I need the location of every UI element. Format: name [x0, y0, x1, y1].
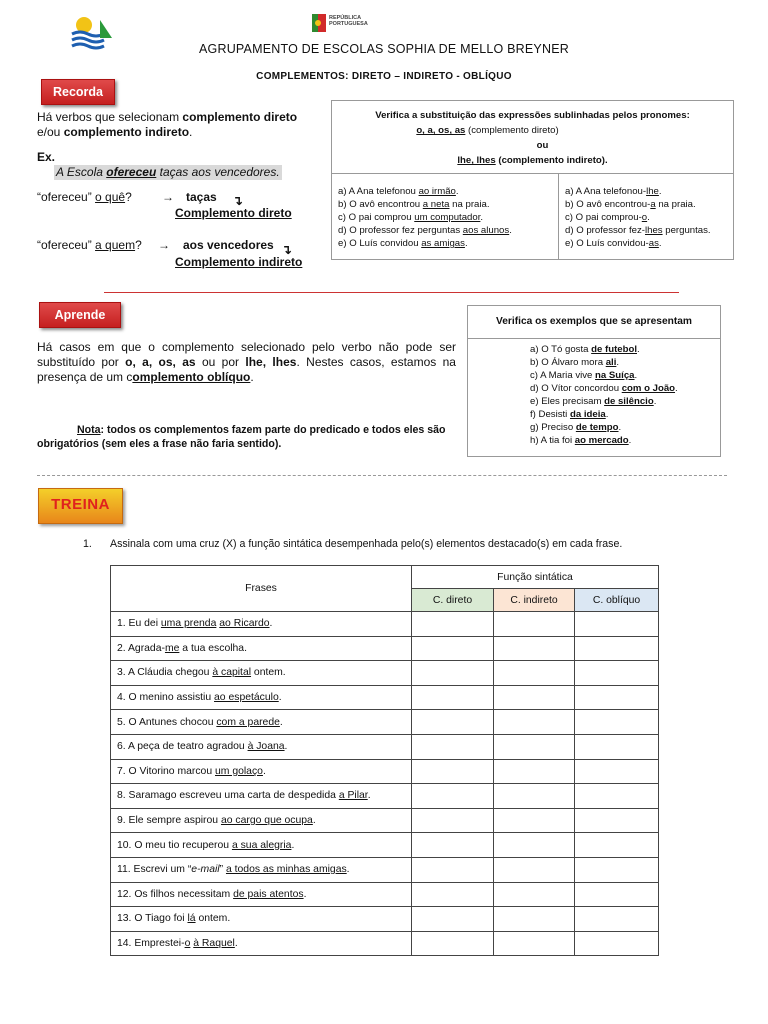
verifica-substitution-box — [331, 100, 734, 260]
checkbox-direto[interactable] — [412, 636, 494, 661]
checkbox-direto[interactable] — [412, 833, 494, 858]
nota: Nota: todos os complementos fazem parte do predicado e todos eles são obrigatórios (sem eles a frase não faria sentido). — [37, 424, 446, 450]
checkbox-obliquo[interactable] — [575, 857, 659, 882]
aprende-paragraph: Há casos em que o complemento selecionado pelo verbo não pode ser substituído por o, a, os, as ou por lhe, lhes. Nestes casos, estamos na presença de um complemento oblíquo. — [37, 340, 456, 384]
checkbox-direto[interactable] — [412, 710, 494, 735]
checkbox-direto[interactable] — [412, 612, 494, 637]
list-item: g) Preciso de tempo. — [530, 422, 622, 433]
arrow-icon: → — [162, 190, 174, 204]
checkbox-obliquo[interactable] — [575, 784, 659, 809]
sentence-cell: 11. Escrevi um “e-mail” a todos as minhas amigas. — [111, 857, 412, 882]
col-header-funcao: Função sintática — [412, 566, 659, 589]
checkbox-indireto[interactable] — [494, 685, 575, 710]
table-row — [111, 685, 659, 710]
table-row — [111, 612, 659, 637]
dashed-divider — [37, 475, 727, 476]
checkbox-indireto[interactable] — [494, 931, 575, 956]
recorda-intro: Há verbos que selecionam complemento direto e/ou complemento indireto. — [37, 110, 298, 139]
bend-arrow-icon: ↴ — [281, 242, 292, 257]
table-row — [111, 661, 659, 686]
list-item: b) O avô encontrou a neta na praia. — [338, 199, 490, 210]
list-item: c) O pai comprou um computador. — [338, 212, 484, 223]
oblique-examples-list — [530, 343, 678, 447]
verifica-examples-title: Verifica os exemplos que se apresentam — [496, 316, 692, 327]
list-item: e) O Luís convidou-as. — [565, 238, 662, 249]
checkbox-indireto[interactable] — [494, 808, 575, 833]
checkbox-direto[interactable] — [412, 907, 494, 932]
col-header-obliquo: C. oblíquo — [575, 589, 659, 612]
table-row — [111, 710, 659, 735]
checkbox-indireto[interactable] — [494, 612, 575, 637]
list-item: f) Desisti da ideia. — [530, 409, 609, 420]
checkbox-obliquo[interactable] — [575, 759, 659, 784]
answer-indirect: aos vencedores — [183, 238, 274, 252]
list-item: e) Eles precisam de silêncio. — [530, 396, 657, 407]
exercise-number: 1. — [83, 538, 92, 550]
pronouns-indirect: lhe, lhes (complemento indireto). — [457, 155, 608, 166]
list-item: c) A Maria vive na Suíça. — [530, 370, 638, 381]
col-header-direto: C. direto — [412, 589, 494, 612]
checkbox-indireto[interactable] — [494, 784, 575, 809]
list-item: a) A Ana telefonou ao irmão. — [338, 186, 459, 197]
verifica-examples-box — [467, 305, 721, 457]
sentence-cell: 4. O menino assistiu ao espetáculo. — [111, 685, 412, 710]
checkbox-obliquo[interactable] — [575, 636, 659, 661]
col-header-indireto: C. indireto — [494, 589, 575, 612]
sentence-cell: 1. Eu dei uma prenda ao Ricardo. — [111, 612, 412, 637]
sentence-cell: 9. Ele sempre aspirou ao cargo que ocupa. — [111, 808, 412, 833]
checkbox-indireto[interactable] — [494, 882, 575, 907]
table-row — [111, 857, 659, 882]
gov-logo-text-1: REPÚBLICA — [329, 15, 362, 21]
exercise-instruction: Assinala com uma cruz (X) a função sintática desempenhada pelo(s) elementos destacado(s) em cada frase. — [110, 538, 623, 550]
list-item: d) O professor fez perguntas aos alunos. — [338, 225, 512, 236]
sentence-cell: 3. A Cláudia chegou à capital ontem. — [111, 661, 412, 686]
checkbox-obliquo[interactable] — [575, 882, 659, 907]
checkbox-indireto[interactable] — [494, 759, 575, 784]
table-row — [111, 907, 659, 932]
checkbox-obliquo[interactable] — [575, 907, 659, 932]
table-row — [111, 931, 659, 956]
checkbox-indireto[interactable] — [494, 636, 575, 661]
page-title: COMPLEMENTOS: DIRETO – INDIRETO - OBLÍQUO — [256, 71, 512, 82]
example-sentence: A Escola ofereceu taças aos vencedores. — [56, 165, 280, 179]
example-label: Ex. — [37, 150, 56, 164]
gov-logo-text-2: PORTUGUESA — [329, 21, 368, 27]
checkbox-direto[interactable] — [412, 931, 494, 956]
sentence-cell: 5. O Antunes chocou com a parede. — [111, 710, 412, 735]
sentence-cell: 8. Saramago escreveu uma carta de despedida a Pilar. — [111, 784, 412, 809]
list-item: b) O avô encontrou-a na praia. — [565, 199, 696, 210]
list-item: d) O professor fez-lhes perguntas. — [565, 225, 711, 236]
aprende-label: Aprende — [39, 302, 121, 328]
checkbox-indireto[interactable] — [494, 661, 575, 686]
checkbox-direto[interactable] — [412, 661, 494, 686]
table-row — [111, 636, 659, 661]
checkbox-indireto[interactable] — [494, 907, 575, 932]
table-row — [111, 808, 659, 833]
pronouns-direct: o, a, os, as (complemento direto) — [416, 125, 559, 136]
examples-substituted-list — [565, 185, 711, 250]
checkbox-obliquo[interactable] — [575, 685, 659, 710]
checkbox-indireto[interactable] — [494, 734, 575, 759]
table-row — [111, 734, 659, 759]
gov-logo — [312, 14, 372, 36]
checkbox-obliquo[interactable] — [575, 833, 659, 858]
section-divider — [104, 292, 679, 293]
checkbox-direto[interactable] — [412, 808, 494, 833]
list-item: b) O Álvaro mora ali. — [530, 357, 620, 368]
col-header-frases: Frases — [111, 566, 412, 612]
sentence-cell: 14. Emprestei-o à Raquel. — [111, 931, 412, 956]
sentence-cell: 13. O Tiago foi lá ontem. — [111, 907, 412, 932]
function-direct: Complemento direto — [175, 206, 292, 220]
question-direct: “ofereceu” o quê? — [37, 190, 132, 204]
treina-label: TREINA — [38, 488, 123, 524]
question-indirect: “ofereceu” a quem? — [37, 238, 142, 252]
checkbox-obliquo[interactable] — [575, 612, 659, 637]
list-item: e) O Luís convidou as amigas. — [338, 238, 468, 249]
checkbox-direto[interactable] — [412, 784, 494, 809]
exercise-table — [110, 565, 659, 956]
sentence-cell: 12. Os filhos necessitam de pais atentos. — [111, 882, 412, 907]
table-row — [111, 784, 659, 809]
examples-original-list — [338, 185, 512, 250]
sentence-cell: 6. A peça de teatro agradou à Joana. — [111, 734, 412, 759]
bend-arrow-icon: ↴ — [232, 193, 243, 208]
list-item: a) A Ana telefonou-lhe. — [565, 186, 662, 197]
checkbox-obliquo[interactable] — [575, 931, 659, 956]
list-item: h) A tia foi ao mercado. — [530, 435, 632, 446]
checkbox-obliquo[interactable] — [575, 808, 659, 833]
function-indirect: Complemento indireto — [175, 255, 303, 269]
table-row — [111, 882, 659, 907]
school-name: AGRUPAMENTO DE ESCOLAS SOPHIA DE MELLO BREYNER — [199, 42, 569, 56]
checkbox-direto[interactable] — [412, 734, 494, 759]
pronouns-or: ou — [536, 140, 549, 151]
list-item: c) O pai comprou-o. — [565, 212, 650, 223]
arrow-icon: → — [158, 238, 170, 252]
checkbox-indireto[interactable] — [494, 857, 575, 882]
sentence-cell: 2. Agrada-me a tua escolha. — [111, 636, 412, 661]
answer-direct: taças — [186, 190, 217, 204]
checkbox-direto[interactable] — [412, 882, 494, 907]
table-row — [111, 759, 659, 784]
checkbox-obliquo[interactable] — [575, 710, 659, 735]
checkbox-direto[interactable] — [412, 759, 494, 784]
checkbox-indireto[interactable] — [494, 833, 575, 858]
list-item: a) O Tó gosta de futebol. — [530, 344, 640, 355]
recorda-label: Recorda — [41, 79, 115, 105]
checkbox-direto[interactable] — [412, 857, 494, 882]
table-row — [111, 833, 659, 858]
checkbox-obliquo[interactable] — [575, 661, 659, 686]
checkbox-direto[interactable] — [412, 685, 494, 710]
list-item: d) O Vítor concordou com o João. — [530, 383, 678, 394]
checkbox-indireto[interactable] — [494, 710, 575, 735]
checkbox-obliquo[interactable] — [575, 734, 659, 759]
sentence-cell: 7. O Vitorino marcou um golaço. — [111, 759, 412, 784]
sentence-cell: 10. O meu tio recuperou a sua alegria. — [111, 833, 412, 858]
verifica-title: Verifica a substituição das expressões sublinhadas pelos pronomes: — [375, 110, 690, 121]
